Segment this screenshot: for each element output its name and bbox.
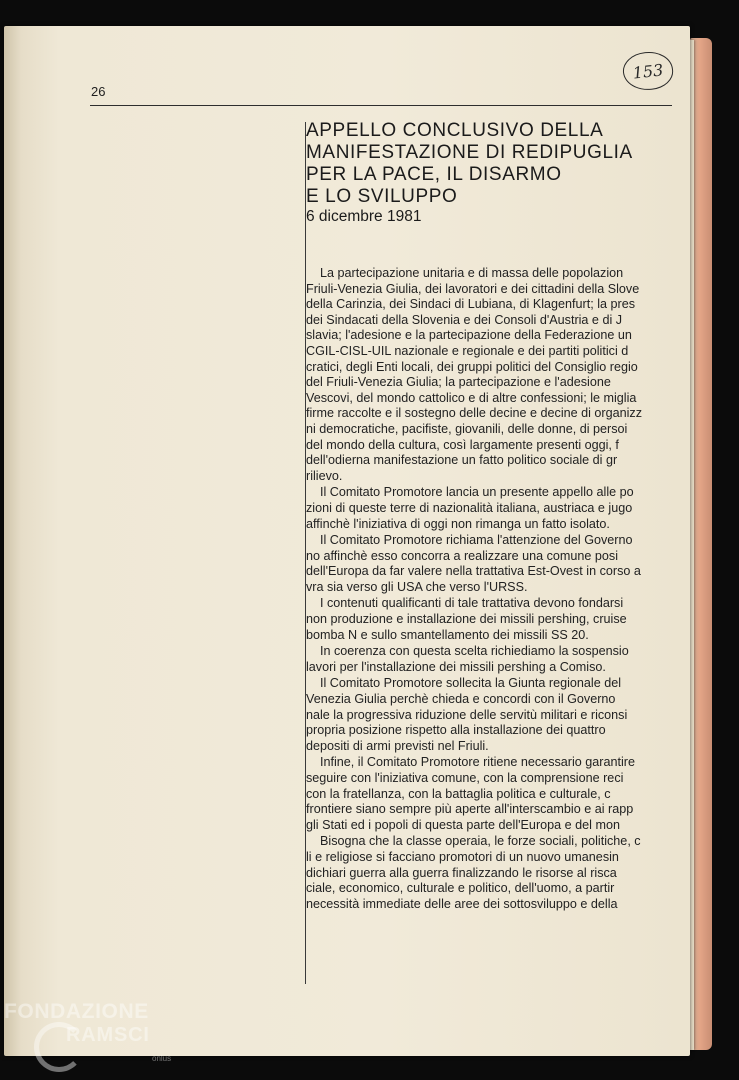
document-date: 6 dicembre 1981: [306, 208, 422, 225]
body-line: lavori per l'installazione dei missili pershing a Comiso.: [306, 659, 606, 674]
document-title: [306, 120, 676, 208]
header-rule: [90, 105, 672, 106]
body-paragraph: [306, 485, 672, 532]
document-body: [306, 266, 672, 911]
body-line: Il Comitato Promotore lancia un presente appello alle po: [306, 485, 634, 500]
body-line: dell'Europa da far valere nella trattativa Est-Ovest in corso a: [306, 564, 641, 579]
body-line: La partecipazione unitaria e di massa delle popolazion: [306, 266, 624, 280]
fondazione-gramsci-watermark: [4, 1000, 204, 1080]
body-line: seguire con l'iniziativa comune, con la comprensione reci: [306, 771, 624, 785]
body-line: del Friuli-Venezia Giulia; la partecipazione e l'adesione: [306, 375, 611, 390]
body-line: frontiere siano sempre più aperte all'interscambio e ai rapp: [306, 802, 634, 817]
watermark-line1: FONDAZIONE: [4, 1000, 149, 1023]
body-line: Infine, il Comitato Promotore ritiene necessario garantire: [306, 755, 635, 770]
body-line: zioni di queste terre di nazionalità italiana, austriaca e jugo: [306, 500, 633, 515]
body-line: I contenuti qualificanti di tale trattativa devono fondarsi: [306, 596, 624, 611]
body-line: depositi di armi previsti nel Friuli.: [306, 738, 489, 753]
body-paragraph: [306, 644, 672, 675]
body-line: con la fratellanza, con la battaglia politica e culturale, c: [306, 786, 611, 801]
body-paragraph: [306, 755, 672, 833]
body-line: In coerenza con questa scelta richiediamo la sospensio: [306, 644, 629, 659]
body-line: rilievo.: [306, 468, 343, 483]
body-line: gli Stati ed i popoli di questa parte dell'Europa e del mon: [306, 817, 620, 832]
body-line: Vescovi, del mondo cattolico e di altre confessioni; le miglia: [306, 390, 637, 405]
body-line: propria posizione rispetto alla installazione dei quattro: [306, 723, 606, 738]
body-line: cratici, degli Enti locali, dei gruppi politici del Consiglio regio: [306, 359, 638, 374]
body-line: affinchè l'iniziativa di oggi non rimanga un fatto isolato.: [306, 516, 610, 531]
watermark-line2: RAMSCI: [66, 1024, 150, 1046]
body-line: necessità immediate delle aree dei sottosviluppo e della: [306, 896, 618, 911]
watermark-suffix: onlus: [152, 1054, 172, 1063]
body-line: Venezia Giulia perchè chieda e concordi con il Governo: [306, 692, 616, 707]
body-line: li e religiose si facciano promotori di un nuovo umanesin: [306, 849, 619, 864]
body-paragraph: [306, 596, 672, 643]
body-line: del mondo della cultura, così largamente presenti oggi, f: [306, 437, 619, 452]
body-line: nale la progressiva riduzione delle servitù militari e riconsi: [306, 707, 628, 722]
handwritten-archive-number: 153: [621, 49, 675, 92]
body-line: no affinchè esso concorra a realizzare una comune posi: [306, 548, 618, 563]
body-line: ni democratiche, pacifiste, giovanili, delle donne, di persoi: [306, 421, 628, 436]
body-line: Friuli-Venezia Giulia, dei lavoratori e dei cittadini della Slove: [306, 281, 640, 296]
body-paragraph: [306, 533, 672, 595]
body-line: CGIL-CISL-UIL nazionale e regionale e dei partiti politici d: [306, 343, 629, 358]
body-line: slavia; l'adesione e la partecipazione della Federazione un: [306, 328, 632, 343]
title-line: APPELLO CONCLUSIVO DELLA: [306, 120, 604, 141]
body-line: Bisogna che la classe operaia, le forze sociali, politiche, c: [306, 834, 641, 849]
body-line: Il Comitato Promotore richiama l'attenzione del Governo: [306, 533, 633, 548]
page-number: 26: [91, 84, 106, 99]
body-line: bomba N e sullo smantellamento dei missili SS 20.: [306, 627, 589, 642]
body-line: vra sia verso gli USA che verso l'URSS.: [306, 579, 528, 594]
body-line: dichiari guerra alla guerra finalizzando le risorse al risca: [306, 865, 617, 880]
body-line: della Carinzia, dei Sindaci di Lubiana, di Klagenfurt; la pres: [306, 297, 636, 312]
body-paragraph: [306, 266, 672, 484]
body-paragraph: [306, 834, 672, 912]
body-line: dei Sindacati della Slovenia e dei Consoli d'Austria e di J: [306, 312, 623, 327]
title-line: MANIFESTAZIONE DI REDIPUGLIA: [306, 142, 633, 163]
title-line: PER LA PACE, IL DISARMO: [306, 164, 562, 185]
body-line: dell'odierna manifestazione un fatto politico sociale di gr: [306, 453, 618, 468]
title-line: E LO SVILUPPO: [306, 186, 458, 207]
body-paragraph: [306, 676, 672, 754]
body-line: non produzione e installazione dei missili pershing, cruise: [306, 612, 627, 627]
body-line: ciale, economico, culturale e politico, dell'uomo, a partir: [306, 881, 615, 896]
body-line: Il Comitato Promotore sollecita la Giunta regionale del: [306, 676, 621, 691]
body-line: firme raccolte e il sostegno delle decine e decine di organizz: [306, 406, 643, 421]
